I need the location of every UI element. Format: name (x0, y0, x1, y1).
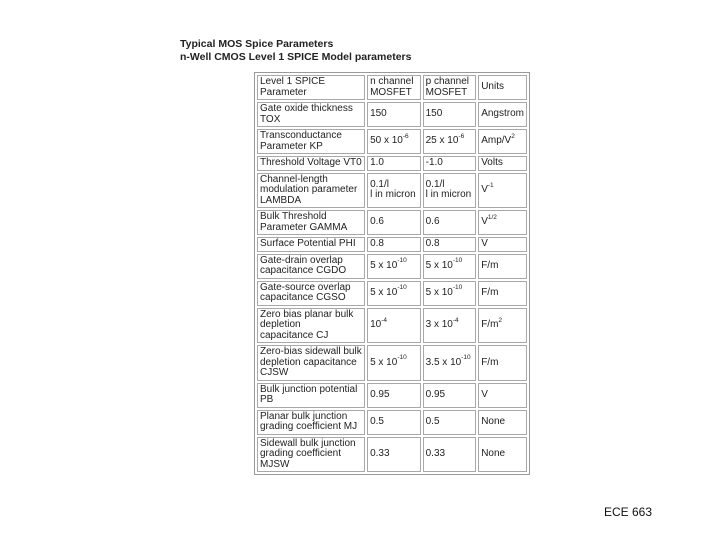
cell-value: 0.8 (370, 238, 384, 249)
parameter-cell (257, 156, 365, 171)
cell-value: 5 x 10 (370, 356, 398, 368)
cell-value: V (481, 216, 488, 228)
cell-exponent: 1/2 (487, 213, 497, 221)
cell-line: TOX (260, 113, 281, 125)
cell-line: depletion capacitance (260, 356, 357, 368)
cell-exponent: -10 (452, 257, 463, 265)
cell-line: MJSW (260, 458, 290, 470)
cell-line: Zero bias planar bulk (260, 308, 354, 320)
table-row (257, 254, 527, 279)
cell-value: 0.6 (370, 216, 384, 228)
parameter-cell (257, 210, 365, 235)
cell-value: 0.5 (425, 415, 440, 427)
table-row (257, 281, 527, 306)
cell-line: Planar bulk junction (260, 410, 348, 422)
p-channel-cell (423, 210, 477, 235)
table-row (257, 437, 527, 473)
cell-line: n channel (370, 76, 414, 87)
cell-line: Parameter (260, 86, 307, 98)
parameter-cell (257, 129, 365, 154)
cell-value: l in micron (370, 189, 416, 201)
parameter-cell (257, 410, 365, 435)
units-cell (478, 345, 527, 381)
cell-value: Angstrom (481, 108, 524, 120)
cell-line: Transconductance (260, 130, 342, 141)
parameter-cell (257, 102, 365, 127)
cell-exponent: 2 (498, 316, 503, 324)
cell-line: Zero-bias sidewall bulk (260, 346, 362, 357)
units-cell (478, 156, 527, 171)
cell-line: Level 1 SPICE (260, 76, 326, 87)
cell-line: depletion (260, 319, 301, 330)
cell-line: capacitance CGSO (260, 292, 346, 303)
table-row (257, 383, 527, 408)
cell-value: 5 x 10 (425, 286, 453, 298)
cell-value: 0.33 (425, 448, 446, 459)
n-channel-cell (367, 345, 421, 381)
parameter-cell (257, 437, 365, 473)
cell-value: 3 x 10 (425, 319, 453, 330)
title-block (180, 38, 411, 63)
cell-value: None (481, 448, 506, 459)
n-channel-cell (367, 308, 421, 344)
cell-exponent: -1 (487, 181, 494, 189)
cell-value: 25 x 10 (425, 135, 459, 147)
parameter-cell (257, 383, 365, 408)
cell-exponent: -6 (402, 132, 409, 140)
units-cell (478, 410, 527, 435)
table-row (257, 102, 527, 127)
cell-value: Amp/V (481, 135, 512, 147)
units-cell (478, 102, 527, 127)
cell-line: Gate-source overlap (260, 281, 351, 293)
cell-line: Surface Potential PHI (260, 238, 356, 249)
p-channel-cell (423, 102, 477, 127)
cell-line: Sidewall bulk junction (260, 437, 356, 449)
cell-line: Gate oxide thickness (260, 103, 353, 114)
parameter-cell (257, 308, 365, 344)
cell-line: capacitance CJ (260, 329, 329, 341)
cell-exponent: -10 (397, 257, 407, 265)
table-row (257, 129, 527, 154)
units-cell (478, 437, 527, 473)
parameter-cell (257, 254, 365, 279)
header-cell (257, 75, 365, 100)
p-channel-cell (423, 410, 477, 435)
cell-value: V (481, 184, 488, 195)
units-cell (478, 308, 527, 344)
cell-value: -1.0 (425, 157, 443, 168)
p-channel-cell (423, 173, 477, 209)
table-row (257, 308, 527, 344)
cell-value: F/m (481, 259, 499, 271)
units-cell (478, 254, 527, 279)
cell-value: 5 x 10 (425, 259, 453, 271)
cell-value: 50 x 10 (370, 135, 403, 147)
cell-value: V (481, 238, 488, 249)
cell-line: MOSFET (425, 86, 468, 98)
cell-value: 3.5 x 10 (425, 356, 462, 368)
cell-exponent: 2 (511, 132, 515, 140)
units-cell (478, 210, 527, 235)
cell-value: F/m (481, 319, 499, 330)
p-channel-cell (423, 156, 477, 171)
cell-value: 0.5 (370, 415, 384, 427)
cell-exponent: -10 (461, 354, 471, 362)
cell-value: Volts (481, 157, 503, 168)
p-channel-cell (423, 129, 477, 154)
p-channel-cell (423, 383, 477, 408)
cell-value: 0.8 (425, 238, 440, 249)
parameter-cell (257, 281, 365, 306)
cell-line: CJSW (260, 367, 289, 378)
cell-line: Parameter KP (260, 140, 323, 152)
n-channel-cell (367, 210, 421, 235)
cell-line: grading coefficient MJ (260, 421, 358, 432)
title-line-2: n-Well CMOS Level 1 SPICE Model parameters (180, 50, 412, 63)
n-channel-cell (367, 173, 421, 209)
n-channel-cell (367, 237, 421, 252)
cell-value: F/m (481, 286, 499, 298)
cell-value: 0.95 (370, 388, 390, 400)
n-channel-cell (367, 281, 421, 306)
cell-value: 5 x 10 (370, 259, 398, 271)
parameter-cell (257, 345, 365, 381)
cell-line: Channel-length (260, 173, 328, 185)
header-cell (423, 75, 477, 100)
footer-course-label: ECE 663 (604, 505, 653, 519)
title-line-1: Typical MOS Spice Parameters (180, 38, 334, 50)
p-channel-cell (423, 237, 477, 252)
cell-line: p channel (425, 76, 469, 87)
n-channel-cell (367, 254, 421, 279)
header-cell (367, 75, 421, 100)
units-cell (478, 129, 527, 154)
cell-line: Bulk junction potential (260, 383, 358, 395)
n-channel-cell (367, 102, 421, 127)
table-header-row (257, 75, 527, 100)
cell-value: 0.1/l (370, 178, 389, 190)
units-cell (478, 237, 527, 252)
cell-exponent: -4 (452, 316, 459, 324)
cell-line: modulation parameter (260, 184, 358, 195)
cell-value: F/m (481, 356, 499, 368)
parameter-cell (257, 237, 365, 252)
cell-value: None (481, 415, 506, 427)
units-cell (478, 281, 527, 306)
cell-value: 0.1/l (425, 178, 445, 190)
units-cell (478, 383, 527, 408)
table-row (257, 410, 527, 435)
cell-value: 0.33 (370, 448, 390, 459)
cell-line: PB (260, 394, 274, 405)
cell-exponent: -10 (397, 354, 407, 362)
spice-parameter-table (254, 72, 530, 475)
cell-value: 0.6 (425, 216, 440, 228)
table-row (257, 237, 527, 252)
cell-exponent: -4 (381, 316, 387, 324)
cell-line: Gate-drain overlap (260, 254, 343, 266)
parameter-cell (257, 173, 365, 209)
units-cell (478, 173, 527, 209)
cell-value: 150 (370, 108, 387, 120)
table-row (257, 173, 527, 209)
cell-value: 1.0 (370, 157, 384, 168)
cell-value: l in micron (425, 189, 472, 201)
cell-line: Bulk Threshold (260, 211, 327, 222)
p-channel-cell (423, 437, 477, 473)
cell-line: LAMBDA (260, 194, 302, 206)
cell-value: V (481, 388, 488, 400)
n-channel-cell (367, 437, 421, 473)
cell-exponent: -10 (397, 284, 407, 292)
table-row (257, 345, 527, 381)
cell-line: Units (481, 81, 504, 93)
cell-value: 5 x 10 (370, 286, 398, 298)
cell-value: 10 (370, 319, 382, 330)
header-cell (478, 75, 527, 100)
n-channel-cell (367, 129, 421, 154)
cell-exponent: -6 (458, 132, 465, 140)
cell-value: 0.95 (425, 388, 446, 400)
cell-line: capacitance CGDO (260, 265, 347, 276)
p-channel-cell (423, 281, 477, 306)
cell-exponent: -10 (452, 284, 463, 292)
n-channel-cell (367, 156, 421, 171)
p-channel-cell (423, 345, 477, 381)
table-row (257, 156, 527, 171)
n-channel-cell (367, 383, 421, 408)
cell-line: Threshold Voltage VT0 (260, 157, 362, 168)
cell-line: grading coefficient (260, 448, 341, 459)
cell-value: 150 (425, 108, 443, 120)
p-channel-cell (423, 254, 477, 279)
cell-line: Parameter GAMMA (260, 221, 348, 233)
n-channel-cell (367, 410, 421, 435)
cell-line: MOSFET (370, 86, 412, 98)
p-channel-cell (423, 308, 477, 344)
table-row (257, 210, 527, 235)
